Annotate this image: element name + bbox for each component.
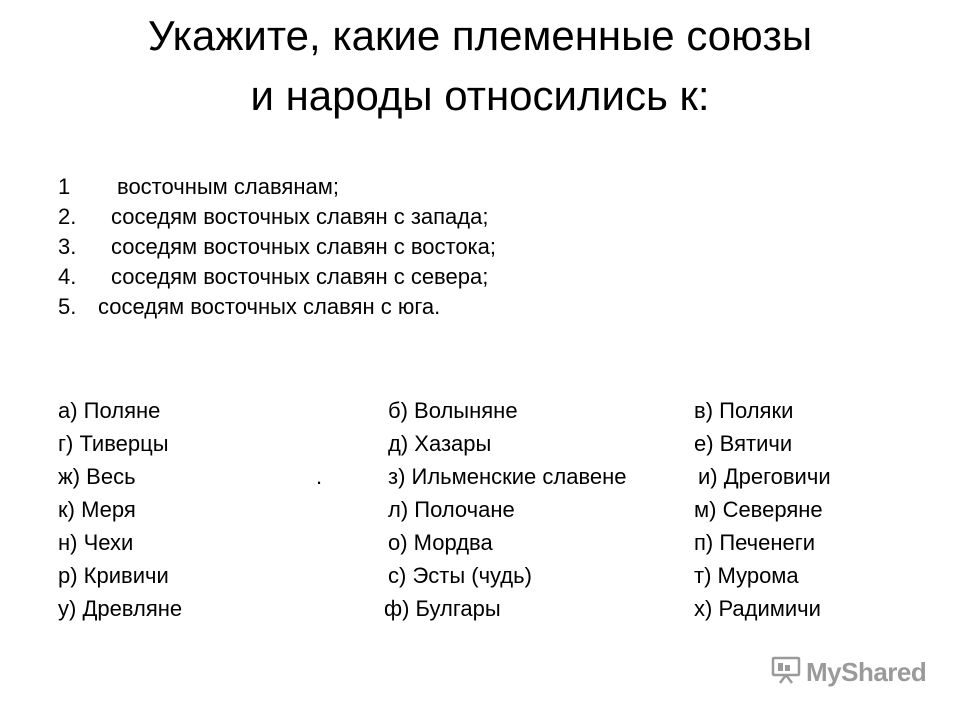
list-item-number: 2. xyxy=(58,204,77,229)
people-item: а) Поляне xyxy=(58,398,161,423)
peoples-row xyxy=(58,460,918,493)
people-item: с) Эсты (чудь) xyxy=(388,563,532,588)
title-line-1: Укажите, какие племенные союзы xyxy=(147,12,813,59)
people-item: ф) Булгары xyxy=(384,596,501,621)
peoples-row xyxy=(58,559,918,592)
list-item-text: соседям восточных славян с запада; xyxy=(111,204,489,229)
people-item: в) Поляки xyxy=(694,398,794,423)
peoples-row xyxy=(58,493,918,526)
myshared-watermark xyxy=(770,654,926,690)
peoples-row xyxy=(58,526,918,559)
peoples-row xyxy=(58,394,918,427)
peoples-grid xyxy=(58,394,918,625)
people-item: т) Мурома xyxy=(694,563,799,588)
peoples-row xyxy=(58,427,918,460)
people-item: б) Волыняне xyxy=(388,398,518,423)
list-item-number: 5. xyxy=(58,294,77,319)
list-item-number: 4. xyxy=(58,264,77,289)
list-item-text: восточным славянам; xyxy=(117,174,339,199)
list-item-text: соседям восточных славян с юга. xyxy=(98,294,441,319)
people-item: и) Дреговичи xyxy=(698,464,831,489)
slide-title xyxy=(0,6,960,126)
people-item: л) Полочане xyxy=(388,497,515,522)
peoples-row xyxy=(58,592,918,625)
list-item-number: 3. xyxy=(58,234,77,259)
people-item: н) Чехи xyxy=(58,530,134,555)
people-item: м) Северяне xyxy=(694,497,823,522)
people-item: г) Тиверцы xyxy=(58,431,169,456)
title-line-2: и народы относились к: xyxy=(250,72,710,119)
list-item-text: соседям восточных славян с востока; xyxy=(111,234,497,259)
people-item: р) Кривичи xyxy=(58,563,169,588)
people-item: у) Древляне xyxy=(58,596,183,621)
people-item: х) Радимичи xyxy=(694,596,821,621)
people-item: е) Вятичи xyxy=(694,431,793,456)
watermark-text: MyShared xyxy=(806,656,927,687)
people-item: з) Ильменские славене xyxy=(388,464,627,489)
people-item: п) Печенеги xyxy=(694,530,816,555)
people-item: к) Меря xyxy=(58,497,136,522)
stray-dot: . xyxy=(316,464,323,489)
people-item: ж) Весь xyxy=(58,464,136,489)
presentation-icon xyxy=(770,655,802,690)
list-item-text: соседям восточных славян с севера; xyxy=(111,264,489,289)
people-item: д) Хазары xyxy=(388,431,492,456)
list-item-number: 1 xyxy=(58,174,71,199)
people-item: о) Мордва xyxy=(388,530,493,555)
